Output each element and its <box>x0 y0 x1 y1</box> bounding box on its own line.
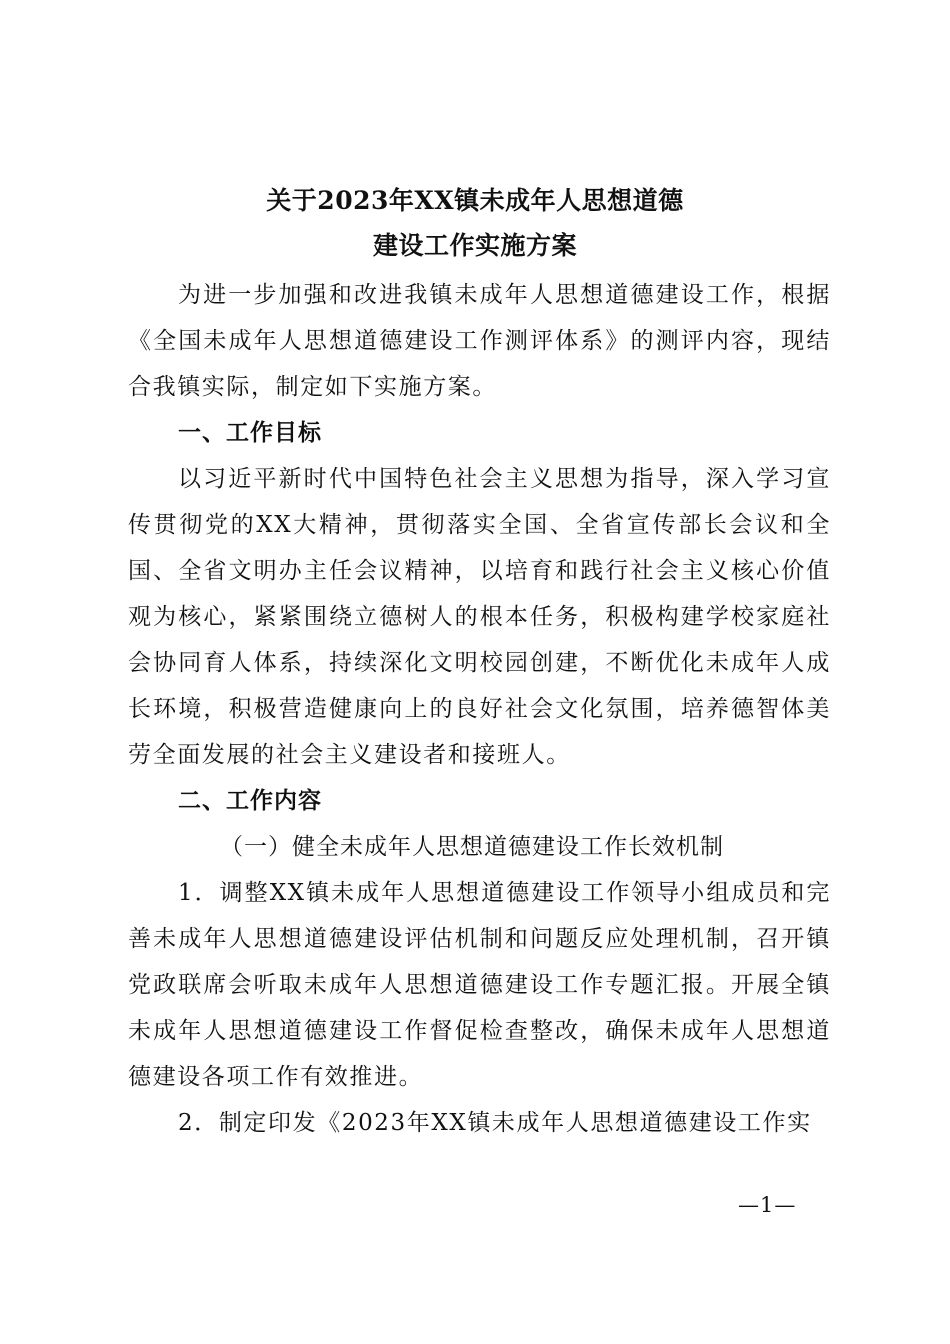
document-title-line1: 关于2023年XX镇未成年人思想道德 <box>266 186 684 215</box>
intro-paragraph: 为进一步加强和改进我镇未成年人思想道德建设工作，根据《全国未成年人思想道德建设工作测评体系》的测评内容，现结合我镇实际，制定如下实施方案。 <box>128 282 831 400</box>
page-number: —1— <box>738 1193 797 1217</box>
list-item-1: 1．调整XX镇未成年人思想道德建设工作领导小组成员和完善未成年人思想道德建设评估机制和问题反应处理机制，召开镇党政联席会听取未成年人思想道德建设工作专题汇报。开展全镇未成年人思想道德建设工作督促检查整改，确保未成年人思想道德建设各项工作有效推进。 <box>128 880 831 1090</box>
document-title-line2: 建设工作实施方案 <box>372 231 577 260</box>
list-item-2: 2．制定印发《2023年XX镇未成年人思想道德建设工作实 <box>178 1110 812 1136</box>
subsection-heading-mechanism: （一）健全未成年人思想道德建设工作长效机制 <box>220 834 724 860</box>
section-heading-goals: 一、工作目标 <box>178 419 322 446</box>
section-heading-content: 二、工作内容 <box>178 787 322 814</box>
goals-paragraph: 以习近平新时代中国特色社会主义思想为指导，深入学习宣传贯彻党的XX大精神，贯彻落实全国、全省宣传部长会议和全国、全省文明办主任会议精神，以培育和践行社会主义核心价值观为核心，紧紧围绕立德树人的根本任务，积极构建学校家庭社会协同育人体系，持续深化文明校园创建，不断优化未成年人成长环境，积极营造健康向上的良好社会文化氛围，培养德智体美劳全面发展的社会主义建设者和接班人。 <box>128 466 831 768</box>
